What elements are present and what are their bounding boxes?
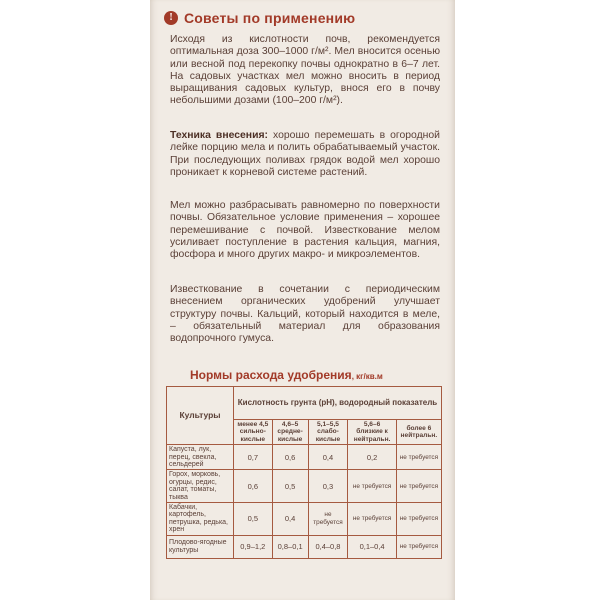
rate-cell: не требуется xyxy=(396,503,441,536)
paragraph-technique xyxy=(170,130,440,179)
rate-cell: 0,4 xyxy=(308,445,348,470)
rate-cell: 0,8–0,1 xyxy=(272,535,308,558)
rate-cell: 0,3 xyxy=(308,470,348,503)
paragraph-dosage: Исходя из кислотности почв, рекомендуется оптимальная доза 300–1000 г/м². Мел вносится осенью или весной под перекопку почвы однократно в 6–7 лет. На садовых участках мел можно вносить в период выращивания садовых культур, внося его в почву небольшими дозами (100–200 г/м²). xyxy=(170,34,440,107)
info-icon: ! xyxy=(164,11,178,25)
section-title: Советы по применению xyxy=(184,10,356,26)
crop-header: Культуры xyxy=(167,387,234,445)
rate-cell: 0,9–1,2 xyxy=(234,535,273,558)
rate-cell: не требуется xyxy=(396,445,441,470)
packaging-panel xyxy=(150,0,455,600)
table-row xyxy=(167,535,442,558)
rate-cell: не требуется xyxy=(348,470,396,503)
crop-cell: Плодово-ягодные культуры xyxy=(167,535,234,558)
crop-cell: Капуста, лук, перец, свекла, сельдерей xyxy=(167,445,234,470)
rate-cell: 0,4–0,8 xyxy=(308,535,348,558)
table-title-units: , кг/кв.м xyxy=(351,372,383,381)
table-row xyxy=(167,470,442,503)
rate-cell: 0,5 xyxy=(272,470,308,503)
rate-cell: 0,1–0,4 xyxy=(348,535,396,558)
table-row xyxy=(167,445,442,470)
technique-text: хорошо перемешать в огородной лейке порцию мела и полить обрабатываемый участок. При последующих поливах грядок водой мел хорошо проникает к корневой системе растений. xyxy=(170,130,440,178)
column-header: более 6 нейтральн. xyxy=(396,420,441,445)
rate-cell: 0,5 xyxy=(234,503,273,536)
paragraph-liming: Известкование в сочетании с периодическим внесением органических удобрений улучшает структуру почвы. Кальций, который находится в меле, – обязательный материал для образования водопрочного гумуса. xyxy=(170,284,440,345)
table-title-text: Нормы расхода удобрения xyxy=(190,368,352,382)
table-row xyxy=(167,503,442,536)
acidity-group-header: Кислотность грунта (pH), водородный показатель xyxy=(234,387,442,420)
rate-cell: не требуется xyxy=(396,535,441,558)
column-header: 5,1–5,5 слабо-кислые xyxy=(308,420,348,445)
column-header: 4,6–5 средне-кислые xyxy=(272,420,308,445)
crop-cell: Горох, морковь, огурцы, редис, салат, томаты, тыква xyxy=(167,470,234,503)
rate-cell: 0,6 xyxy=(234,470,273,503)
rate-cell: не требуется xyxy=(396,470,441,503)
rate-cell: 0,6 xyxy=(272,445,308,470)
column-header: 5,6–6 близкие к нейтральн. xyxy=(348,420,396,445)
rate-cell: 0,7 xyxy=(234,445,273,470)
rate-cell: не требуется xyxy=(348,503,396,536)
rates-table xyxy=(166,386,442,559)
table-title xyxy=(190,368,383,382)
column-header: менее 4,5 сильно-кислые xyxy=(234,420,273,445)
rate-cell: 0,2 xyxy=(348,445,396,470)
crop-cell: Кабачки, картофель, петрушка, редька, хрен xyxy=(167,503,234,536)
technique-lead: Техника внесения: xyxy=(170,130,268,141)
rate-cell: 0,4 xyxy=(272,503,308,536)
rate-cell: не требуется xyxy=(308,503,348,536)
section-header xyxy=(164,10,355,26)
paragraph-spreading: Мел можно разбрасывать равномерно по поверхности почвы. Обязательное условие применения – хорошее перемешивание с почвой. Известкование мелом усиливает поступление в растения кальция, магния, фосфора и много других макро- и микроэлементов. xyxy=(170,200,440,261)
